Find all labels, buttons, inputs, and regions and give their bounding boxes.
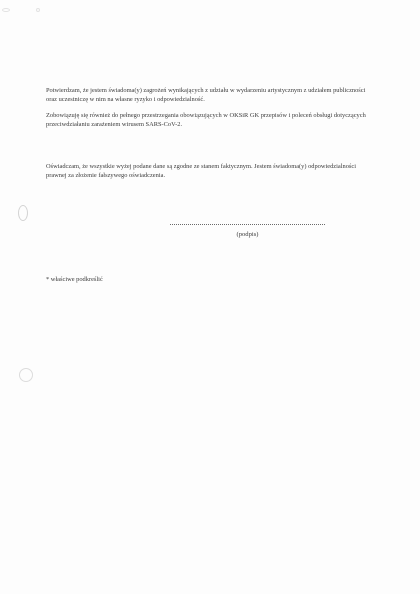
- scan-speck: [2, 8, 10, 12]
- signature-caption: (podpis): [236, 231, 259, 238]
- regulations-commitment-paragraph: Zobowiązuję się również do pełnego przestrzegania obowiązujących w OKSiR GK przepisów i poleceń obsługi dotyczących przeciwdziałaniu zarażeniem wirusem SARS-CoV-2.: [46, 112, 366, 129]
- punch-hole-mark: [19, 368, 33, 382]
- signature-line: [170, 224, 325, 225]
- risk-acknowledgement-paragraph: Potwierdzam, że jestem świadoma(y) zagrożeń wynikających z udziału w wydarzeniu artystycznym z udziałem publiczności oraz uczestniczę w nim na własne ryzyko i odpowiedzialność.: [46, 87, 366, 104]
- truthfulness-declaration-paragraph: Oświadczam, że wszystkie wyżej podane dane są zgodne ze stanem faktycznym. Jestem świadoma(y) odpowiedzialności prawnej za złożenie fałszywego oświadczenia.: [46, 163, 357, 180]
- footnote: * właściwe podkreślić: [46, 276, 103, 283]
- punch-hole-mark: [18, 205, 28, 221]
- scan-speck: [36, 8, 40, 12]
